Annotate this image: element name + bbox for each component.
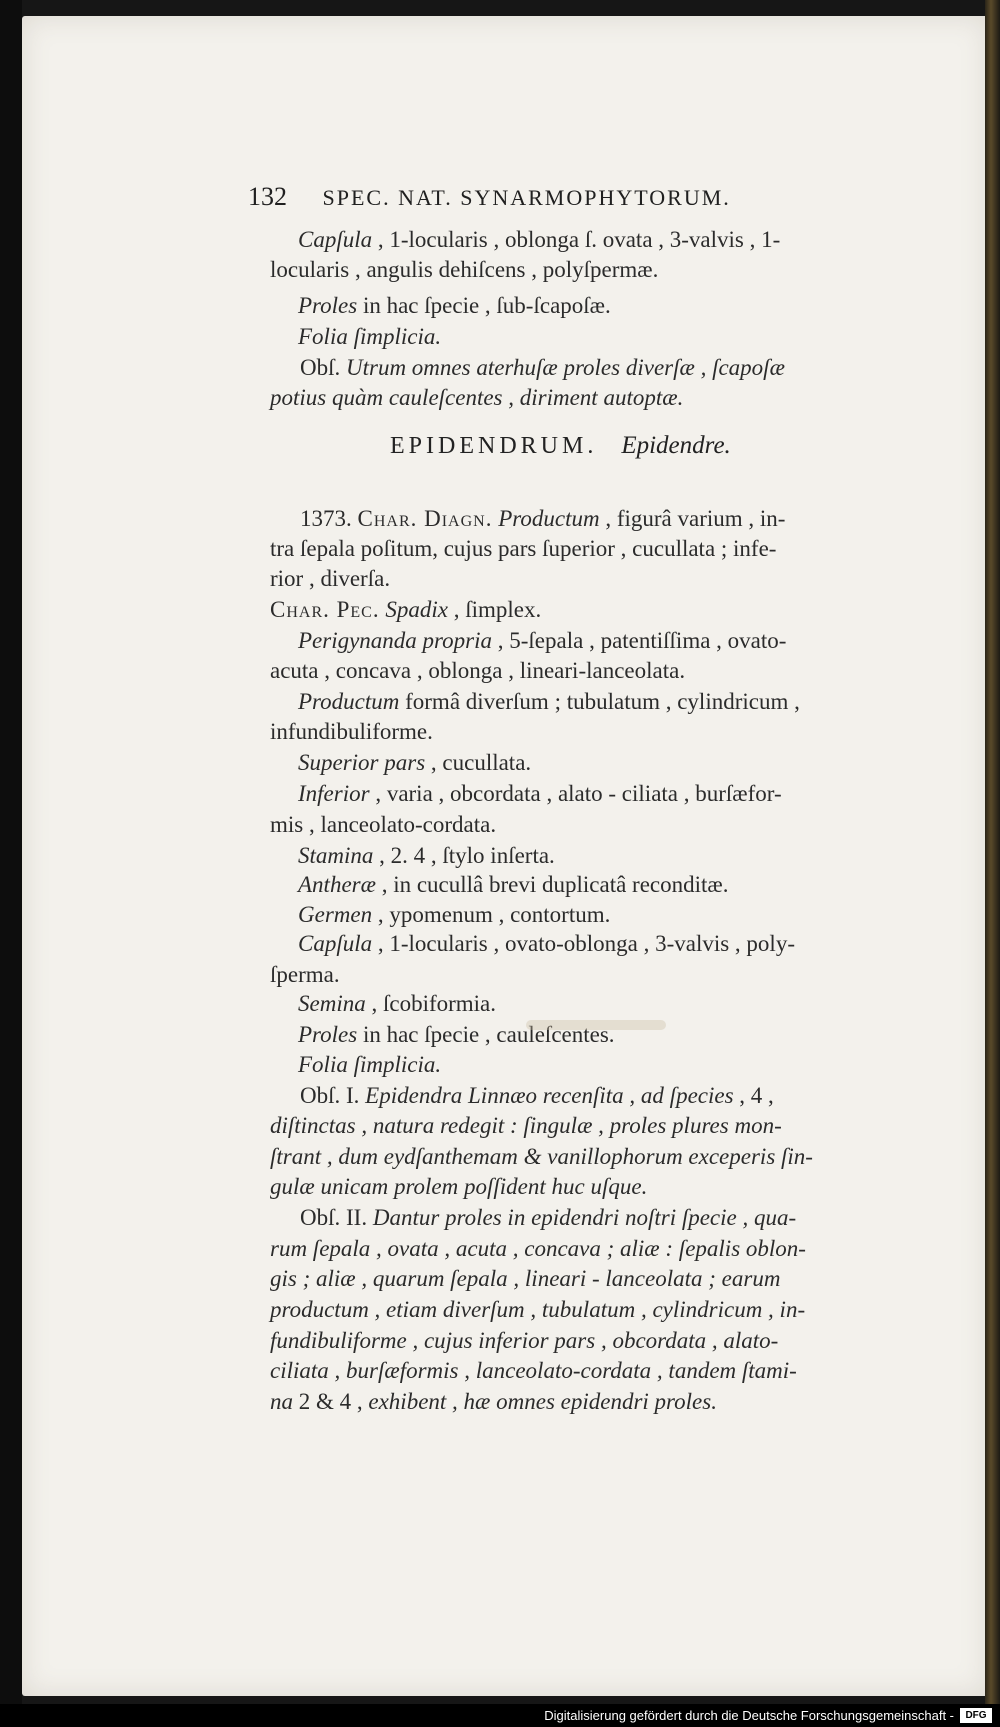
text-segment: Proles bbox=[298, 1022, 358, 1047]
text-segment: in hac ſpecie , cauleſcentes. bbox=[357, 1022, 615, 1047]
footer-credit: Digitalisierung gefördert durch die Deutsche Forschungsgemeinschaft - bbox=[544, 1708, 954, 1723]
text-segment: Char. Diagn. bbox=[357, 506, 493, 531]
text-segment: Epidendra Linnæo recenſita , ad ſpecies bbox=[365, 1083, 734, 1108]
text-line bbox=[270, 1173, 647, 1201]
text-segment: productum , etiam diverſum , tubulatum , cylindricum , in- bbox=[270, 1297, 806, 1322]
footer-bar bbox=[0, 1704, 1000, 1727]
text-segment: , varia , obcordata , alato - ciliata , burſæfor- bbox=[369, 781, 782, 806]
text-line bbox=[298, 930, 795, 958]
text-segment: , 1-locularis , oblonga ſ. ovata , 3-valvis , 1- bbox=[372, 227, 781, 252]
text-segment: Antheræ bbox=[298, 872, 376, 897]
text-segment: diſtinctas , natura redegit : ſingulæ , proles plures mon- bbox=[270, 1113, 782, 1138]
text-segment: Superior pars bbox=[298, 750, 426, 775]
text-segment: Productum bbox=[298, 689, 400, 714]
text-segment: Spadix bbox=[385, 597, 448, 622]
book-edge bbox=[985, 0, 1000, 1727]
text-segment: tra ſepala poſitum, cujus pars ſuperior , cucullata ; infe- bbox=[270, 536, 777, 561]
text-line bbox=[298, 323, 441, 351]
text-segment: Inferior bbox=[298, 781, 370, 806]
text-segment: gulæ unicam prolem poſſident huc uſque. bbox=[270, 1174, 648, 1199]
text-segment: Capſula bbox=[298, 227, 373, 252]
text-segment: Obſ. I. bbox=[300, 1083, 366, 1108]
text-line bbox=[300, 505, 785, 533]
text-segment: rum ſepala , ovata , acuta , concava ; aliæ : ſepalis oblon- bbox=[270, 1236, 806, 1261]
text-segment: locularis , angulis dehiſcens , polyſpermæ. bbox=[270, 257, 659, 282]
text-segment: Obſ. bbox=[300, 355, 346, 380]
scan-left-edge bbox=[0, 0, 22, 1727]
text-segment: Proles bbox=[298, 293, 358, 318]
text-segment: rior , diverſa. bbox=[270, 566, 391, 591]
text-line bbox=[298, 688, 800, 716]
text-segment: ciliata , burſæformis , lanceolato-cordata , tandem ſtami- bbox=[270, 1358, 797, 1383]
text-segment: in hac ſpecie , ſub-ſcapoſæ. bbox=[357, 293, 611, 318]
text-line bbox=[270, 961, 340, 989]
text-line bbox=[298, 842, 555, 870]
text-line bbox=[300, 1204, 796, 1232]
text-line bbox=[298, 749, 531, 777]
text-segment: Stamina bbox=[298, 843, 374, 868]
section-title-main: EPIDENDRUM. bbox=[390, 433, 598, 459]
text-segment: na bbox=[270, 1389, 293, 1414]
text-line bbox=[270, 657, 685, 685]
text-line bbox=[270, 535, 776, 563]
text-segment: ſtrant , dum eydſanthemam & vanillophorum exceperis ſin- bbox=[270, 1144, 813, 1169]
stain-mark bbox=[526, 1020, 666, 1030]
text-segment: mis , lanceolato-cordata. bbox=[270, 812, 497, 837]
text-segment: 1373. bbox=[300, 506, 358, 531]
text-segment: Semina bbox=[298, 991, 366, 1016]
text-segment: exhibent , hæ omnes epidendri proles. bbox=[368, 1389, 717, 1414]
text-segment: , ſcobiformia. bbox=[365, 991, 497, 1016]
text-segment: acuta , concava , oblonga , lineari-lanceolata. bbox=[270, 658, 686, 683]
text-line bbox=[270, 1112, 782, 1140]
text-segment: Germen bbox=[298, 902, 373, 927]
text-segment: potius quàm cauleſcentes , diriment autoptæ. bbox=[270, 385, 684, 410]
running-title: SPEC. NAT. SYNARMOPHYTORUM. bbox=[322, 185, 731, 210]
text-segment: Capſula bbox=[298, 931, 373, 956]
dfg-logo: DFG bbox=[960, 1708, 992, 1723]
page-number: 132 bbox=[248, 182, 287, 211]
text-line bbox=[270, 1327, 778, 1355]
text-segment: , in cucullâ brevi duplicatâ reconditæ. bbox=[375, 872, 729, 897]
text-segment: gis ; aliæ , quarum ſepala , lineari - lanceolata ; earum bbox=[270, 1266, 781, 1291]
text-line bbox=[270, 1357, 797, 1385]
text-segment: , 4 , bbox=[733, 1083, 774, 1108]
text-segment: formâ diverſum ; tubulatum , cylindricum , bbox=[399, 689, 800, 714]
text-segment: , cucullata. bbox=[425, 750, 532, 775]
text-segment: Perigynanda propria bbox=[298, 628, 492, 653]
text-line bbox=[300, 1082, 774, 1110]
running-header bbox=[248, 182, 928, 212]
text-line bbox=[300, 354, 785, 382]
text-segment: , ſimplex. bbox=[447, 597, 542, 622]
text-line bbox=[270, 384, 683, 412]
text-line bbox=[270, 1388, 717, 1416]
text-line bbox=[298, 901, 610, 929]
text-line bbox=[298, 990, 496, 1018]
text-line bbox=[298, 1051, 441, 1079]
text-segment: Folia ſimplicia. bbox=[298, 1052, 442, 1077]
section-title-sub: Epidendre. bbox=[621, 432, 731, 459]
text-line bbox=[270, 811, 496, 839]
text-line bbox=[270, 256, 658, 284]
text-line bbox=[298, 292, 611, 320]
text-segment: , ypomenum , contortum. bbox=[372, 902, 611, 927]
text-segment: Dantur proles in epidendri noſtri ſpecie , qua- bbox=[372, 1205, 797, 1230]
text-segment: Obſ. II. bbox=[300, 1205, 373, 1230]
text-segment: 2 & 4 , bbox=[293, 1389, 369, 1414]
text-line bbox=[270, 1235, 806, 1263]
text-segment: Productum bbox=[498, 506, 600, 531]
text-line bbox=[270, 596, 541, 624]
text-line bbox=[298, 780, 782, 808]
text-segment: Folia ſimplicia. bbox=[298, 324, 442, 349]
text-segment: Utrum omnes aterhuſæ proles diverſæ , ſcapoſæ bbox=[346, 355, 785, 380]
text-segment: fundibuliforme , cujus inferior pars , obcordata , alato- bbox=[270, 1328, 779, 1353]
text-segment: , 5-ſepala , patentiſſima , ovato- bbox=[492, 628, 787, 653]
text-line bbox=[270, 1265, 780, 1293]
text-line bbox=[270, 1143, 813, 1171]
text-segment: , 2. 4 , ſtylo inſerta. bbox=[373, 843, 555, 868]
text-line bbox=[270, 565, 390, 593]
text-segment: ſperma. bbox=[270, 962, 340, 987]
text-segment: Char. Pec. bbox=[270, 597, 380, 622]
text-line bbox=[298, 627, 786, 655]
text-segment: , 1-locularis , ovato-oblonga , 3-valvis , poly- bbox=[372, 931, 795, 956]
text-segment: , figurâ varium , in- bbox=[599, 506, 786, 531]
text-line bbox=[270, 1296, 805, 1324]
section-title bbox=[390, 432, 731, 460]
text-line bbox=[298, 871, 729, 899]
text-line bbox=[298, 226, 780, 254]
text-line bbox=[270, 718, 433, 746]
text-segment: infundibuliforme. bbox=[270, 719, 433, 744]
